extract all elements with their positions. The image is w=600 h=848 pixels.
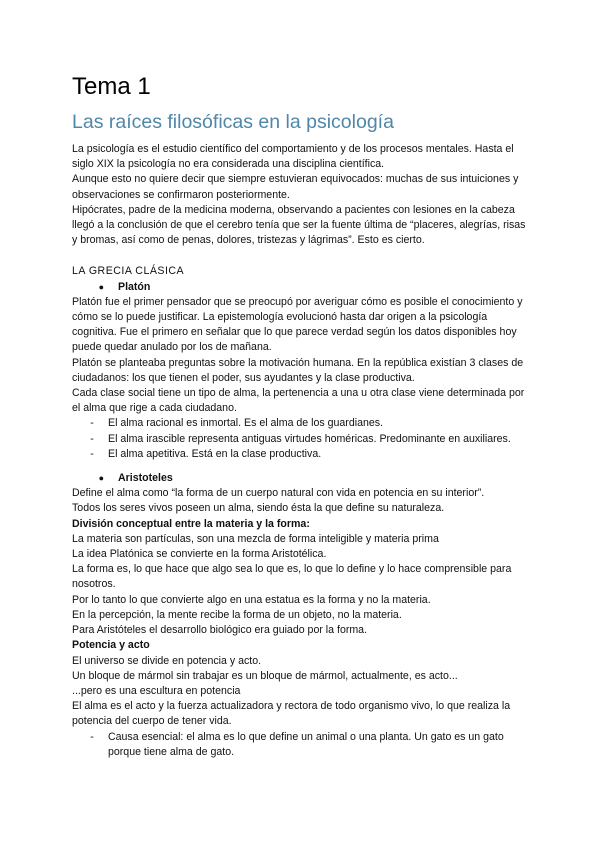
list-item bbox=[72, 416, 532, 431]
section-heading: LA GRECIA CLÁSICA bbox=[72, 265, 185, 278]
aristoteles-heading bbox=[72, 471, 532, 486]
aristoteles-line: ...pero es una escultura en potencia bbox=[72, 684, 241, 697]
list-item-text: El alma racional es inmortal. Es el alma de los guardianes. bbox=[108, 417, 383, 430]
aristoteles-line: La idea Platónica se convierte en la forma Aristotélica. bbox=[72, 548, 327, 561]
aristoteles-line: El alma es el acto y la fuerza actualizadora y rectora de todo organismo vivo, lo que realiza la potencia del cuerpo de tener vida. bbox=[72, 700, 511, 728]
list-item bbox=[72, 432, 532, 447]
page-title: Tema 1 bbox=[72, 73, 151, 100]
aristoteles-heading-label: Aristoteles bbox=[118, 472, 173, 485]
bullet-icon: ● bbox=[98, 473, 104, 484]
aristoteles-line: El universo se divide en potencia y acto. bbox=[72, 654, 262, 667]
list-item bbox=[72, 447, 532, 462]
aristoteles-line: Define el alma como “la forma de un cuerpo natural con vida en potencia en su interior”. bbox=[72, 487, 485, 500]
page-subtitle: Las raíces filosóficas en la psicología bbox=[72, 111, 394, 133]
dash-icon: - bbox=[90, 730, 94, 743]
platon-paragraph: Platón se planteaba preguntas sobre la motivación humana. En la república existían 3 clases de ciudadanos: los que tienen el poder, sus ayudantes y la clase productiva. bbox=[72, 356, 524, 384]
subheading-materia-forma: División conceptual entre la materia y la forma: bbox=[72, 517, 310, 530]
document-body bbox=[72, 142, 532, 760]
list-item bbox=[72, 730, 532, 760]
bullet-icon: ● bbox=[98, 281, 104, 292]
list-item-text: El alma irascible representa antiguas virtudes homéricas. Predominante en auxiliares. bbox=[108, 432, 511, 445]
list-item-text: Causa esencial: el alma es lo que define un animal o una planta. Un gato es un gato porque tiene alma de gato. bbox=[108, 730, 504, 758]
platon-paragraph: Cada clase social tiene un tipo de alma, la pertenencia a una u otra clase viene determinada por el alma que rige a cada ciudadano. bbox=[72, 387, 525, 415]
dash-icon: - bbox=[90, 432, 94, 445]
intro-paragraph: Aunque esto no quiere decir que siempre estuvieran equivocados: muchas de sus intuiciones y observaciones se confirmaron posteriormente. bbox=[72, 173, 519, 201]
aristoteles-line: Todos los seres vivos poseen un alma, siendo ésta la que define su naturaleza. bbox=[72, 502, 445, 515]
platon-heading bbox=[72, 280, 532, 295]
dash-icon: - bbox=[90, 447, 94, 460]
aristoteles-line: Un bloque de mármol sin trabajar es un bloque de mármol, actualmente, es acto... bbox=[72, 669, 458, 682]
aristoteles-line: Por lo tanto lo que convierte algo en una estatua es la forma y no la materia. bbox=[72, 593, 431, 606]
aristoteles-line: La materia son partículas, son una mezcla de forma inteligible y materia prima bbox=[72, 532, 439, 545]
subheading-potencia-acto: Potencia y acto bbox=[72, 639, 150, 652]
platon-heading-label: Platón bbox=[118, 280, 151, 293]
intro-paragraph: Hipócrates, padre de la medicina moderna, observando a pacientes con lesiones en la cabeza llegó a la conclusión de que el cerebro tenía que ser la fuente última de “placeres, alegrías, risas y bromas, así como de penas, dolores, tristezas y lágrimas”. Esto es cierto. bbox=[72, 203, 526, 247]
dash-icon: - bbox=[90, 417, 94, 430]
aristoteles-line: Para Aristóteles el desarrollo biológico era guiado por la forma. bbox=[72, 624, 368, 637]
aristoteles-line: En la percepción, la mente recibe la forma de un objeto, no la materia. bbox=[72, 608, 402, 621]
intro-paragraph: La psicología es el estudio científico del comportamiento y de los procesos mentales. Hasta el siglo XIX la psicología no era considerada una disciplina científica. bbox=[72, 143, 514, 171]
platon-paragraph: Platón fue el primer pensador que se preocupó por averiguar cómo es posible el conocimiento y cómo se lo puede justificar. La epistemología evolucionó hasta dar origen a la psicología cognitiva. Fue el primero en señalar que lo que parece verdad según los datos disponibles hoy puede quedar anulado por los de mañana. bbox=[72, 295, 523, 354]
list-item-text: El alma apetitiva. Está en la clase productiva. bbox=[108, 447, 322, 460]
aristoteles-line: La forma es, lo que hace que algo sea lo que es, lo que lo define y lo hace comprensible para nosotros. bbox=[72, 563, 512, 591]
